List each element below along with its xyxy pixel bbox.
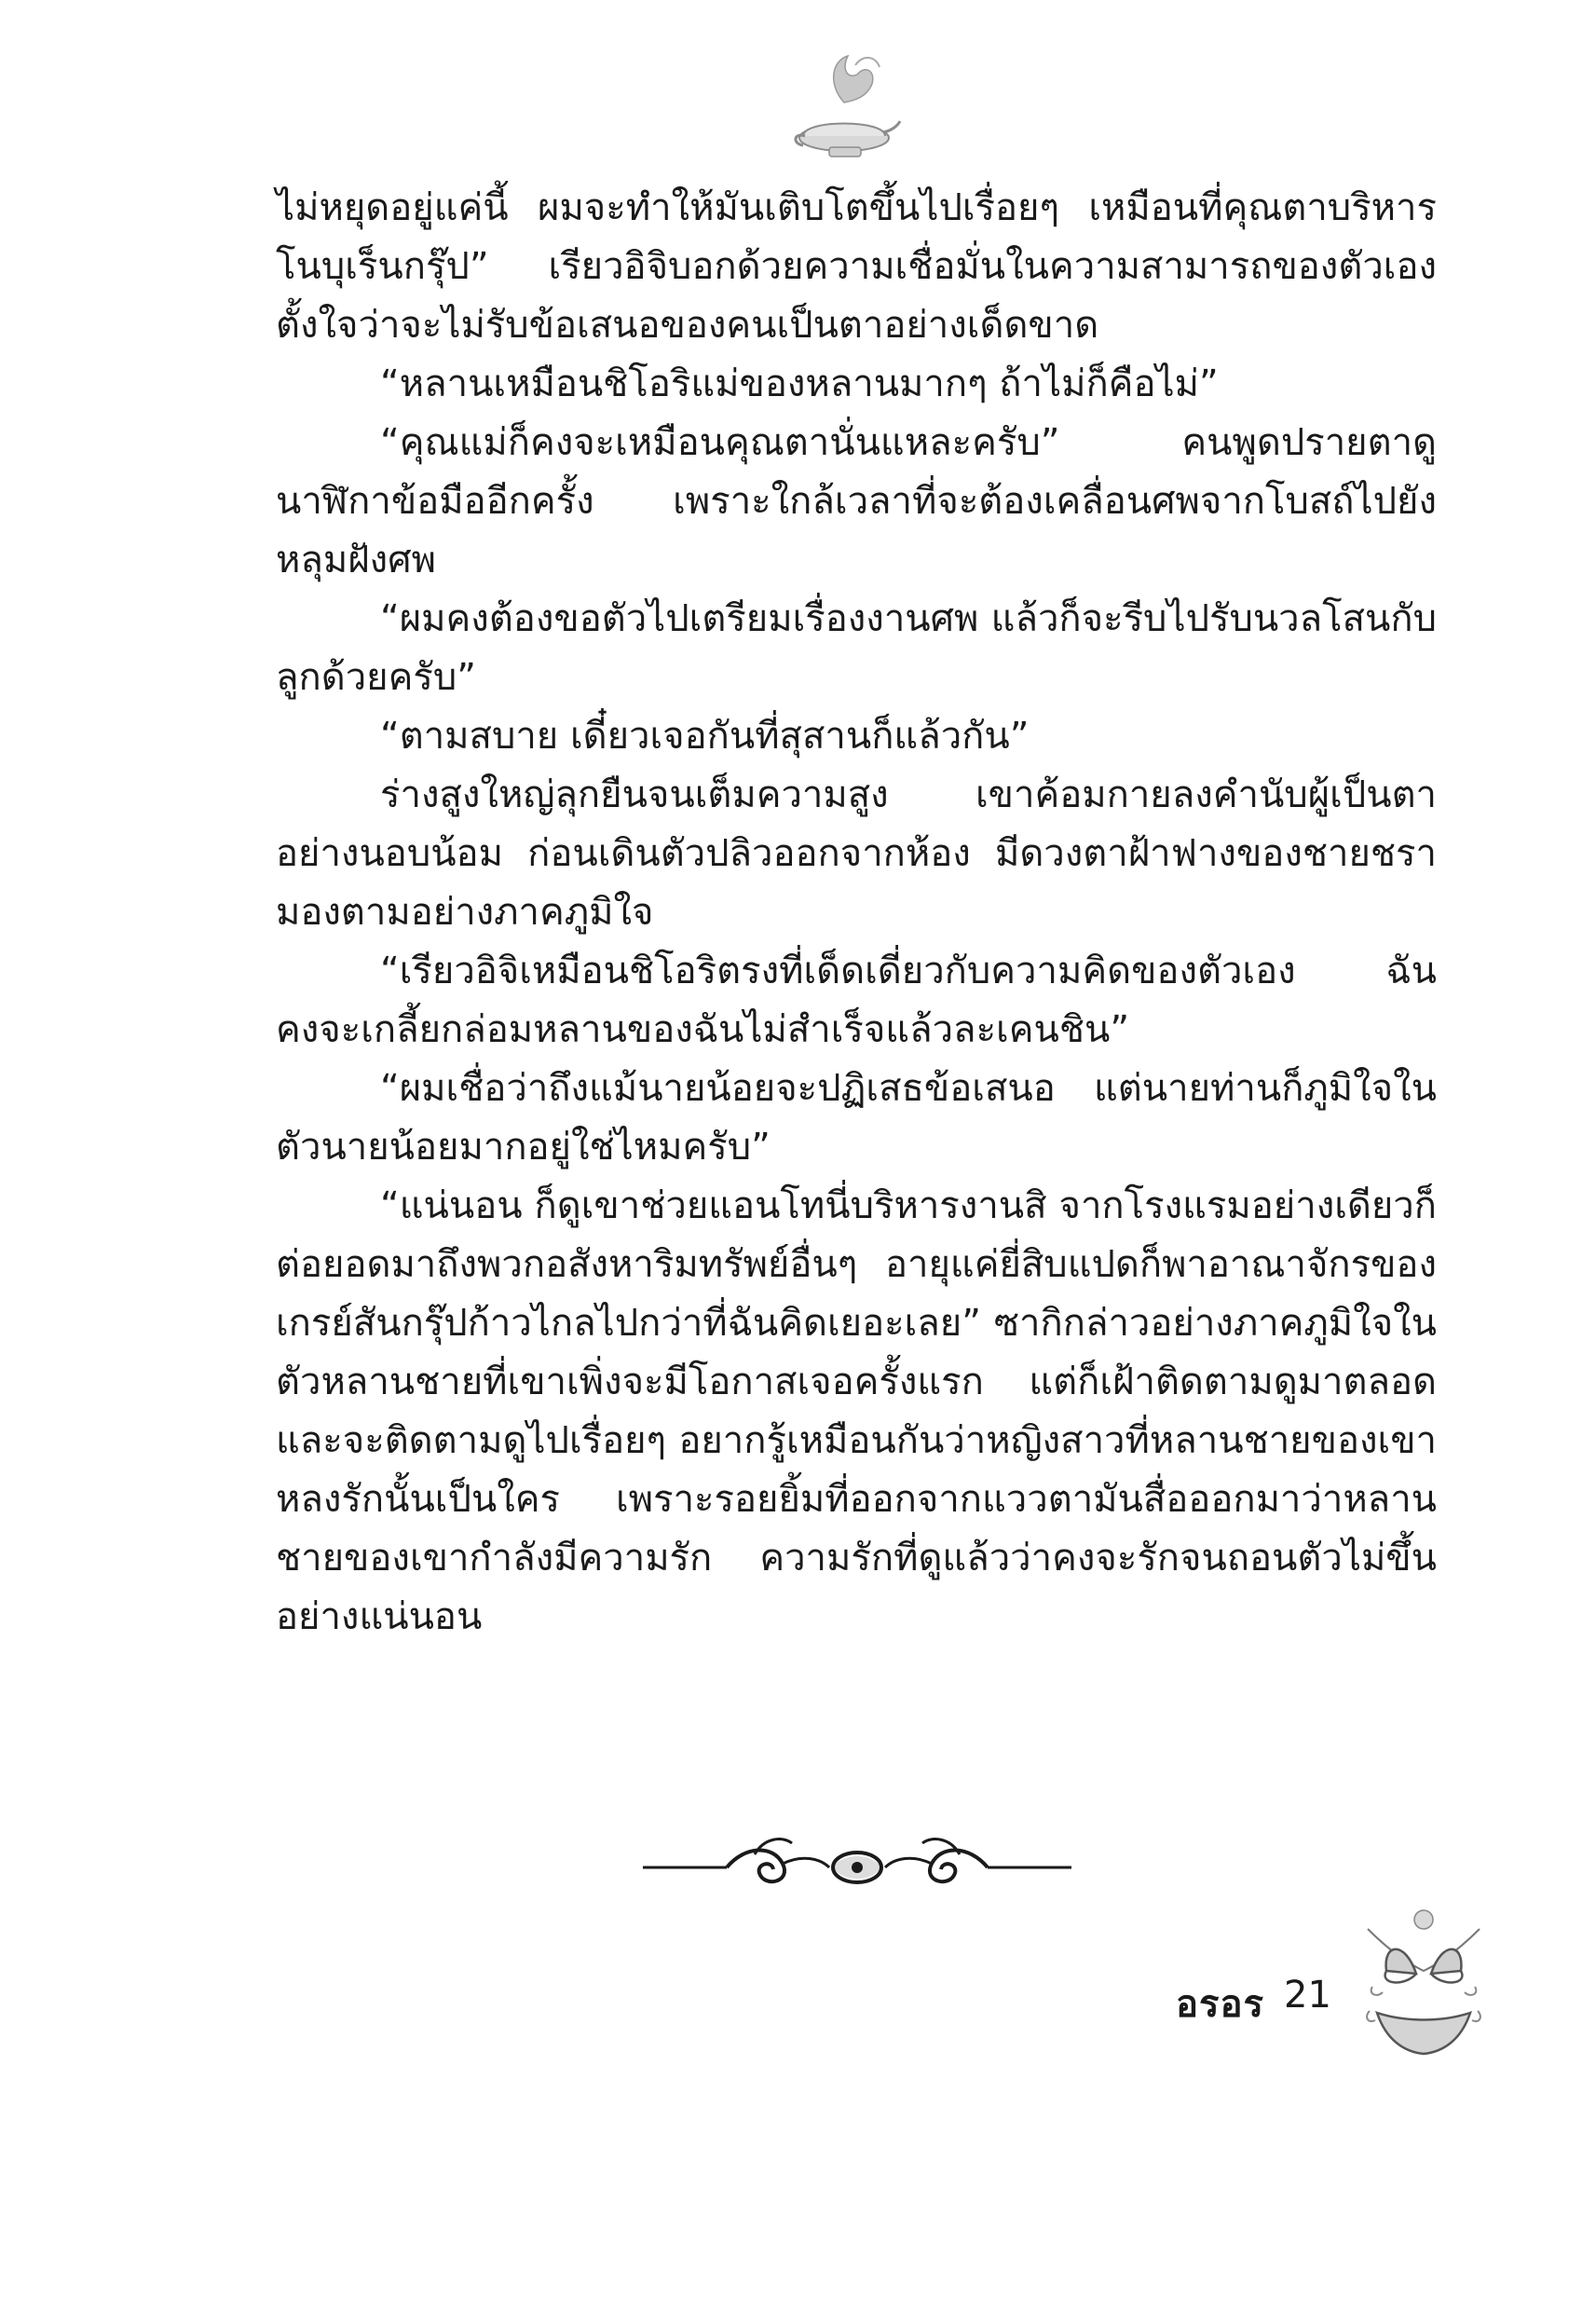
paragraph-2: “หลานเหมือนชิโอริแม่ของหลานมากๆ ถ้าไม่ก็คือไม่” xyxy=(380,362,1219,405)
bikini-icon xyxy=(1358,1901,1489,2059)
lamp-ornament-icon xyxy=(790,47,902,168)
paragraph-8: “ผมเชื่อว่าถึงแม้นายน้อยจะปฏิเสธข้อเสนอ แต่นายท่านก็ภูมิใจในตัวนายน้อยมากอยู่ใช่ไหมครับ” xyxy=(276,1067,1437,1169)
story-text xyxy=(276,179,1437,1647)
paragraph-7: “เรียวอิจิเหมือนชิโอริตรงที่เด็ดเดี่ยวกับความคิดของตัวเอง ฉันคงจะเกลี้ยกล่อมหลานของฉันไม่สำเร็จแล้วละเคนชิน” xyxy=(276,950,1437,1051)
paragraph-6: ร่างสูงใหญ่ลุกยืนจนเต็มความสูง เขาค้อมกายลงคำนับผู้เป็นตาอย่างนอบน้อม ก่อนเดินตัวปลิวออกจากห้อง มีดวงตาฝ้าฟางของชายชรามองตามอย่างภาคภูมิใจ xyxy=(276,773,1437,934)
paragraph-9: “แน่นอน ก็ดูเขาช่วยแอนโทนี่บริหารงานสิ จากโรงแรมอย่างเดียวก็ต่อยอดมาถึงพวกอสังหาริมทรัพย์อื่นๆ อายุแค่ยี่สิบแปดก็พาอาณาจักรของเกรย์สันกรุ๊ปก้าวไกลไปกว่าที่ฉันคิดเยอะเลย” ซากิกล่าวอย่างภาคภูมิใจในตัวหลานชายที่เขาเพิ่งจะมีโอกาสเจอครั้งแรก แต่ก็เฝ้าติดตามดูมาตลอดและจะติดตามดูไปเรื่อยๆ อยากรู้เหมือนกันว่าหญิงสาวที่หลานชายของเขาหลงรักนั้นเป็นใคร เพราะรอยยิ้มที่ออกจากแววตามันสื่อออกมาว่าหลานชายของเขากำลังมีความรัก ความรักที่ดูแล้วว่าคงจะรักจนถอนตัวไม่ขึ้นอย่างแน่นอน xyxy=(276,1184,1437,1638)
paragraph-3: “คุณแม่ก็คงจะเหมือนคุณตานั่นแหละครับ” คนพูดปรายตาดูนาฬิกาข้อมืออีกครั้ง เพราะใกล้เวลาที่จะต้องเคลื่อนศพจากโบสถ์ไปยังหลุมฝังศพ xyxy=(276,421,1437,581)
footer-title: อรอร xyxy=(1176,1983,1265,2026)
paragraph-1: ไม่หยุดอยู่แค่นี้ ผมจะทำให้มันเติบโตขึ้นไปเรื่อยๆ เหมือนที่คุณตาบริหารโนบุเร็นกรุ๊ป” เรียวอิจิบอกด้วยความเชื่อมั่นในความสามารถของตัวเองตั้งใจว่าจะไม่รับข้อเสนอของคนเป็นตาอย่างเด็ดขาด xyxy=(276,186,1437,347)
page-number: 21 xyxy=(1284,1974,1331,2017)
scroll-divider-icon xyxy=(643,1826,1071,1901)
paragraph-4: “ผมคงต้องขอตัวไปเตรียมเรื่องงานศพ แล้วก็จะรีบไปรับนวลโสนกับลูกด้วยครับ” xyxy=(276,597,1437,699)
paragraph-5: “ตามสบาย เดี๋ยวเจอกันที่สุสานก็แล้วกัน” xyxy=(380,715,1030,758)
